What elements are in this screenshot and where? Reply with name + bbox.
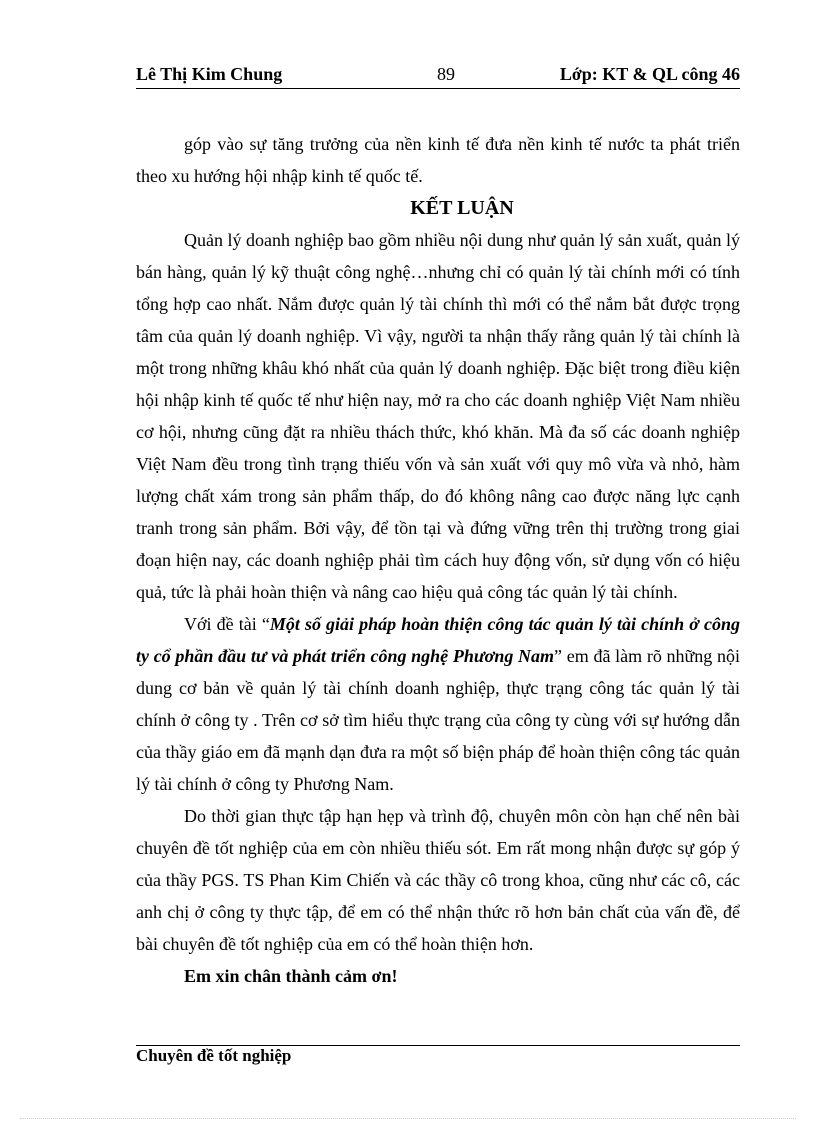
section-heading: KẾT LUẬN: [410, 197, 514, 219]
page-footer: Chuyên đề tốt nghiệp: [136, 1046, 292, 1065]
thanks-line: Em xin chân thành cảm ơn!: [184, 966, 398, 986]
document-body: [136, 128, 740, 992]
header-author: Lê Thị Kim Chung: [136, 64, 283, 84]
thesis-title: Một số giải pháp hoàn thiện công tác quản lý tài chính ở công ty cổ phần đầu tư và phát triển công nghệ Phương Nam: [136, 614, 740, 666]
header-class-label: Lớp: KT & QL công 46: [559, 64, 740, 84]
page-edge-divider: [20, 1118, 796, 1119]
header-page-number: 89: [437, 64, 455, 84]
conclusion-paragraph-1: Quản lý doanh nghiệp bao gồm nhiều nội dung như quản lý sản xuất, quản lý bán hàng, quản lý kỹ thuật công nghệ…nhưng chỉ có quản lý tài chính mới có tính tổng hợp cao nhất. Nắm được quản lý tài chính thì mới có thể nắm bắt được trọng tâm của quản lý doanh nghiệp. Vì vậy, người ta nhận thấy rằng quản lý tài chính là một trong những khâu khó nhất của quản lý doanh nghiệp. Đặc biệt trong điều kiện hội nhập kinh tế quốc tế như hiện nay, mở ra cho các doanh nghiệp Việt Nam nhiều cơ hội, nhưng cũng đặt ra nhiều thách thức, khó khăn. Mà đa số các doanh nghiệp Việt Nam đều trong tình trạng thiếu vốn và sản xuất với quy mô vừa và nhỏ, hàm lượng chất xám trong sản phẩm thấp, do đó không nâng cao được năng lực cạnh tranh trong sản phẩm. Bởi vậy, để tồn tại và đứng vững trên thị trường trong giai đoạn hiện nay, các doanh nghiệp phải tìm cách huy động vốn, sử dụng vốn có hiệu quả, tức là phải hoàn thiện và nâng cao hiệu quả công tác quản lý tài chính.: [136, 230, 740, 602]
page-header: [136, 64, 740, 89]
paragraph-2-rest: ” em đã làm rõ những nội dung cơ bản về quản lý tài chính doanh nghiệp, thực trạng công tác quản lý tài chính ở công ty . Trên cơ sở tìm hiểu thực trạng của công ty cùng với sự hướng dẫn của thầy giáo em đã mạnh dạn đưa ra một số biện pháp để hoàn thiện công tác quản lý tài chính ở công ty Phương Nam.: [136, 646, 740, 794]
paragraph-2-intro: Với đề tài “: [184, 614, 270, 634]
conclusion-paragraph-2: [136, 608, 740, 800]
conclusion-paragraph-3: Do thời gian thực tập hạn hẹp và trình độ, chuyên môn còn hạn chế nên bài chuyên đề tốt nghiệp của em còn nhiều thiếu sót. Em rất mong nhận được sự góp ý của thầy PGS. TS Phan Kim Chiến và các thầy cô trong khoa, cũng như các cô, các anh chị ở công ty thực tập, để em có thể nhận thức rõ hơn bản chất của vấn đề, để bài chuyên đề tốt nghiệp của em có thể hoàn thiện hơn.: [136, 806, 740, 954]
continued-paragraph: góp vào sự tăng trưởng của nền kinh tế đưa nền kinh tế nước ta phát triển theo xu hướng hội nhập kinh tế quốc tế.: [136, 134, 740, 186]
